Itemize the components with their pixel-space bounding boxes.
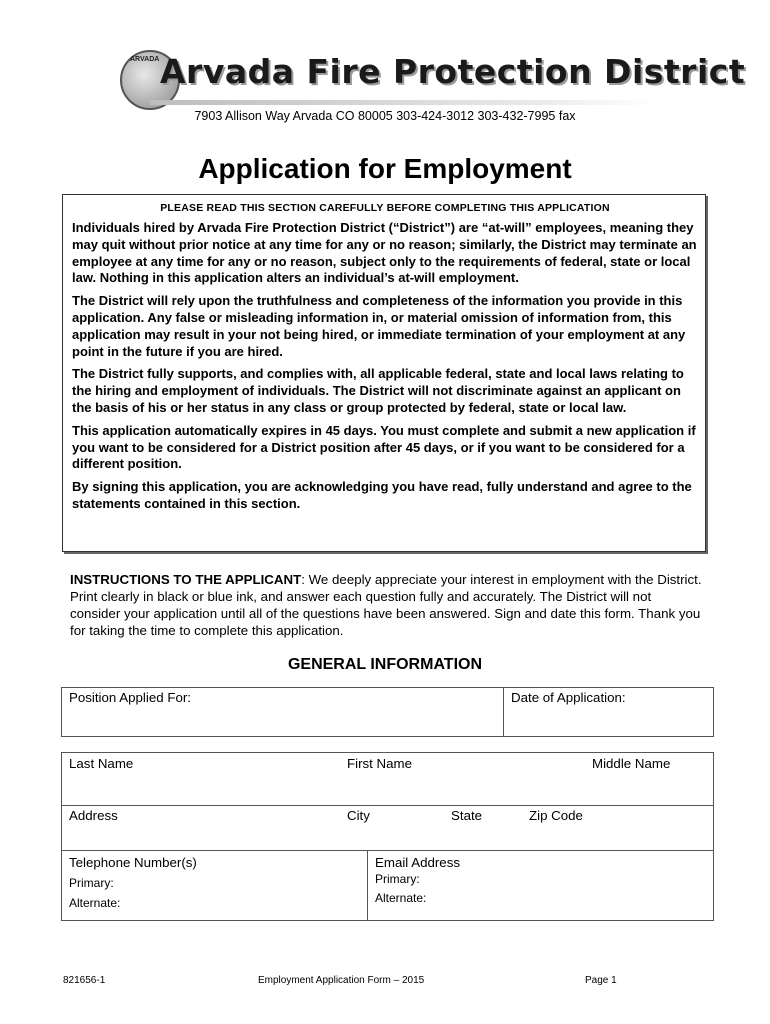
primary-email-field[interactable]: Primary: — [375, 872, 420, 886]
zip-code-field[interactable]: Zip Code — [529, 808, 583, 823]
position-applied-for-field[interactable]: Position Applied For: — [69, 690, 191, 705]
notice-paragraph-acknowledgement: By signing this application, you are acknowledging you have read, fully understand and agree to the statements contained in this section. — [72, 479, 692, 511]
form-number: 821656-1 — [63, 975, 106, 986]
instructions-text: : We deeply appreciate your interest in employment with the District. Print clearly in black or blue ink, and answer each question fully and accurately. The District will not consider your application until all of the questions have been answered. Sign and date this form. Thank you for taking the time to complete this application. — [70, 572, 702, 638]
applicant-instructions — [70, 571, 702, 639]
city-field[interactable]: City — [347, 808, 370, 823]
address-field[interactable]: Address — [69, 808, 118, 823]
email-address-label: Email Address — [375, 855, 460, 870]
middle-name-field[interactable]: Middle Name — [592, 756, 671, 771]
position-date-box — [61, 687, 714, 737]
date-of-application-field[interactable]: Date of Application: — [511, 690, 626, 705]
notice-paragraph-at-will: Individuals hired by Arvada Fire Protection District (“District”) are “at-will” employees, meaning they may quit without prior notice at any time for any or no reason; similarly, the District may terminate an employee at any time for any or no reason, subject only to the requirements of federal, state or local law. Nothing in this application alters an individual’s at-will employment. — [72, 220, 697, 286]
alternate-email-field[interactable]: Alternate: — [375, 891, 427, 905]
notice-paragraph-truthfulness: The District will rely upon the truthfulness and completeness of the information you provide in this application. Any false or misleading information in, or material omission of information from, this application may result in your not being hired, or immediate termination of your employment at any point in the future if you are hired. — [72, 293, 686, 359]
telephone-numbers-label: Telephone Number(s) — [69, 855, 197, 870]
column-divider — [367, 850, 368, 920]
district-address: 7903 Allison Way Arvada CO 80005 303-424-3012 303-432-7995 fax — [194, 109, 576, 123]
row-divider — [62, 850, 713, 851]
at-will-notice-box — [62, 194, 706, 552]
first-name-field[interactable]: First Name — [347, 756, 413, 771]
state-field[interactable]: State — [451, 808, 483, 823]
field-divider — [503, 688, 504, 736]
logo-wordmark: Arvada Fire Protection District — [160, 52, 746, 91]
row-divider — [62, 805, 713, 806]
page-title: Application for Employment — [198, 153, 572, 184]
instructions-label: INSTRUCTIONS TO THE APPLICANT — [70, 572, 302, 587]
notice-heading: PLEASE READ THIS SECTION CAREFULLY BEFORE COMPLETING THIS APPLICATION — [160, 202, 610, 214]
notice-paragraph-expiration: This application automatically expires in 45 days. You must complete and submit a new application if you want to be considered for a District position after 45 days, or if you want to be considered for a different position. — [72, 422, 696, 472]
district-logo — [120, 50, 746, 108]
last-name-field[interactable]: Last Name — [69, 756, 134, 771]
page-number: Page 1 — [585, 975, 617, 986]
general-information-heading: GENERAL INFORMATION — [287, 656, 483, 673]
personal-information-box — [61, 752, 714, 921]
alternate-phone-field[interactable]: Alternate: — [69, 896, 121, 910]
form-name: Employment Application Form – 2015 — [258, 975, 425, 986]
notice-paragraph-non-discrimination: The District fully supports, and complies with, all applicable federal, state and local laws relating to the hiring and employment of individuals. The District will not discriminate against an applicant on the basis of his or her status in any class or group protected by federal, state or local law. — [72, 366, 684, 415]
primary-phone-field[interactable]: Primary: — [69, 876, 114, 890]
seal-text: ARVADA — [130, 56, 160, 63]
logo-swoosh — [150, 100, 660, 105]
